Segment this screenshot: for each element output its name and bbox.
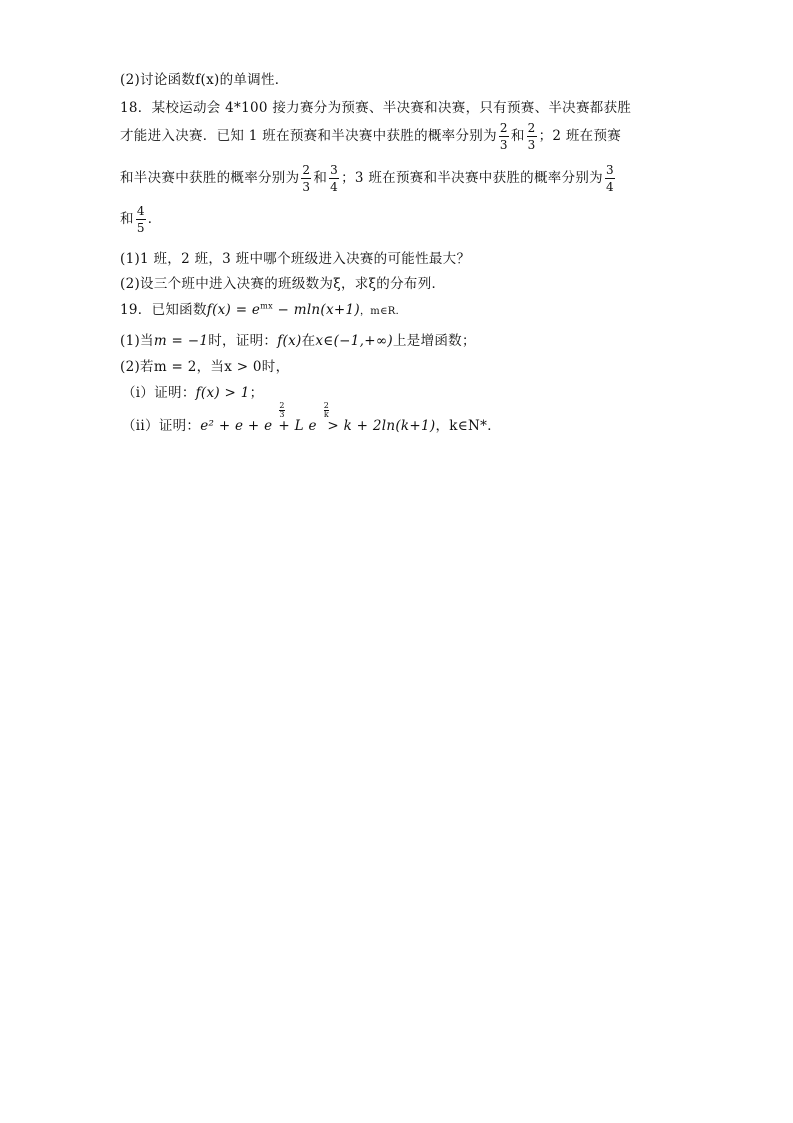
q18-text: ；3 班在预赛和半决赛中获胜的概率分别为	[341, 170, 603, 186]
q19-func: f(x)	[277, 333, 302, 349]
q19-text: 在	[301, 333, 316, 349]
q19-exponent: mx	[260, 301, 273, 311]
q19-func-rest: − mln(x+1)	[272, 302, 360, 318]
q19-sum-start: e² + e + e	[200, 418, 273, 434]
q18-text: ；2 班在预赛	[538, 128, 622, 144]
q19-part2: (2)若m = 2，当x > 0时，	[120, 359, 290, 375]
q18-part2: (2)设三个班中进入决赛的班级数为ξ，求ξ的分布列．	[120, 276, 446, 292]
q19-text: 19．已知函数	[120, 302, 207, 318]
q18-line1: 18．某校运动会 4*100 接力赛分为预赛、半决赛和决赛，只有预赛、半决赛都获胜	[120, 100, 632, 116]
q19-domain: ，k∈N*．	[435, 418, 502, 434]
q19-sub-i	[122, 381, 263, 401]
fraction-c1-pre: $\frac{2}{3}$	[499, 121, 508, 152]
fraction-c1-semi: $\frac{2}{3}$	[527, 121, 536, 152]
q18-text: 才能进入决赛．已知 1 班在预赛和半决赛中获胜的概率分别为	[120, 128, 497, 144]
q19-rhs: > k + 2ln(k+1)	[322, 418, 436, 434]
q19-condition: m = −1	[153, 333, 209, 349]
q18-line2	[120, 122, 621, 151]
q18-text: 和	[120, 211, 134, 227]
q19-func: f(x) = e	[206, 302, 261, 318]
q19-text: 时，证明：	[208, 333, 278, 349]
fraction-c3-pre: $\frac{3}{4}$	[605, 163, 614, 194]
q19-sub-ii: （ii）证明：e² + e + e 2 3 + L e 2 k > k + 2ln(k+1)，k∈N*．	[122, 401, 502, 434]
q19-text: ；	[249, 385, 264, 401]
q19-stem	[120, 298, 406, 318]
q19-inequality: f(x) > 1	[195, 385, 250, 401]
q18-line4	[120, 205, 162, 234]
q19-text: （i）证明：	[122, 385, 196, 401]
q18-line3	[120, 164, 617, 193]
fraction-c2-pre: $\frac{2}{3}$	[302, 163, 311, 194]
q19-text: （ii）证明：	[122, 418, 201, 434]
q19-sum-mid: + L e	[278, 418, 317, 434]
fraction-c2-semi: $\frac{3}{4}$	[330, 163, 339, 194]
q18-text: 和	[510, 128, 525, 144]
q18-part1: (1)1 班，2 班，3 班中哪个班级进入决赛的可能性最大？	[120, 251, 471, 267]
q19-text: (1)当	[120, 333, 154, 349]
q18-text: 和半决赛中获胜的概率分别为	[120, 170, 300, 186]
q18-text: 和	[313, 170, 328, 186]
q19-part1	[120, 329, 476, 349]
q19-text: 上是增函数；	[392, 333, 476, 349]
fraction-c3-semi: $\frac{4}{5}$	[136, 204, 145, 235]
q18-text: ．	[147, 211, 162, 227]
q19-interval: x∈(−1,+∞)	[315, 333, 393, 349]
q17-part2: (2)讨论函数f(x)的单调性．	[120, 72, 289, 88]
q19-domain: ，m∈R．	[359, 306, 406, 317]
